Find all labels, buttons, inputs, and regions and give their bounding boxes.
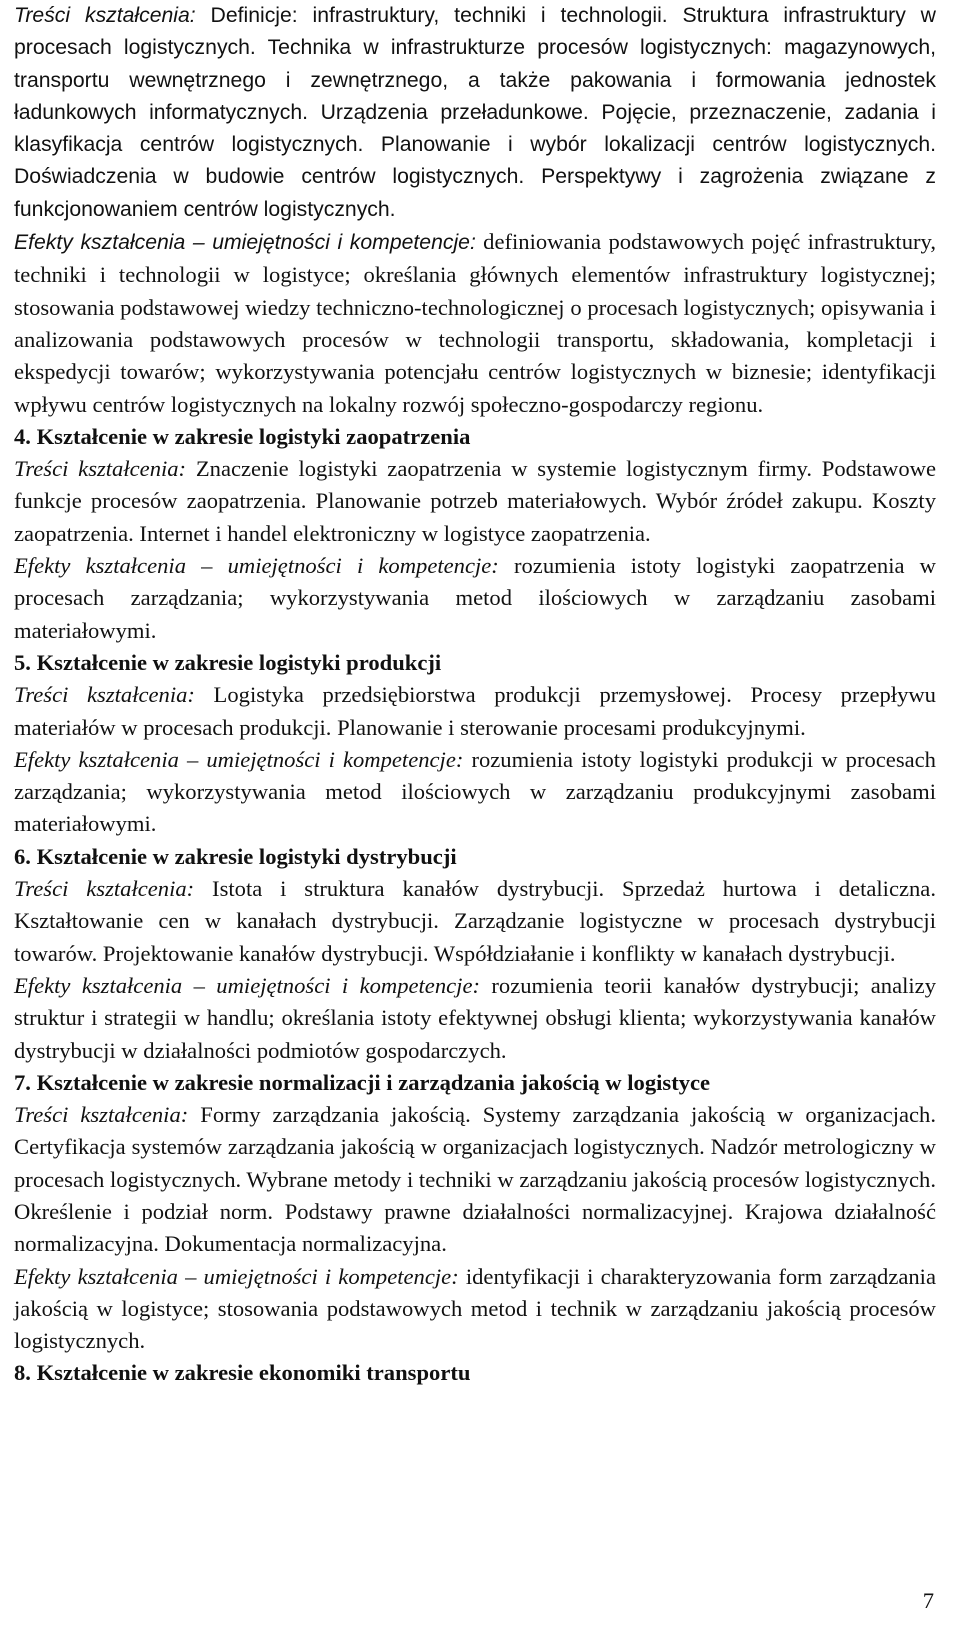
section-5-efekty-text: rozumienia istoty logistyki produkcji w procesach zarządzania; wykorzystywania metod ilościowych w zarządzaniu produkcyjnymi zasobami materiałowymi.: [14, 746, 936, 837]
efekty-label: Efekty kształcenia – umiejętności i kompetencje:: [14, 746, 464, 772]
intro-efekty-paragraph: [14, 226, 936, 421]
tresci-label: Treści kształcenia:: [14, 4, 196, 27]
document-page: [14, 0, 936, 1390]
section-4-tresci-paragraph: [14, 453, 936, 550]
efekty-label: Efekty kształcenia – umiejętności i kompetencje:: [14, 231, 476, 255]
section-7-heading: 7. Kształcenie w zakresie normalizacji i zarządzania jakością w logistyce: [14, 1069, 711, 1095]
tresci-label: Treści kształcenia:: [14, 876, 195, 902]
section-6-tresci-paragraph: [14, 873, 936, 970]
section-6-heading: 6. Kształcenie w zakresie logistyki dystrybucji: [14, 843, 457, 869]
tresci-label: Treści kształcenia:: [14, 1102, 189, 1128]
intro-tresci-text: Definicje: infrastruktury, techniki i technologii. Struktura infrastruktury w procesach logistycznych. Technika w infrastrukturze procesów logistycznych: magazynowych, transportu wewnętrznego i zewnętrznego, a także pakowania i formowania jednostek ładunkowych informatycznych. Urządzenia przeładunkowe. Pojęcie, przeznaczenie, zadania i klasyfikacja centrów logistycznych. Planowanie i wybór lokalizacji centrów logistycznych. Doświadczenia w budowie centrów logistycznych. Perspektywy i zagrożenia związane z funkcjonowaniem centrów logistycznych.: [14, 4, 936, 221]
efekty-label: Efekty kształcenia – umiejętności i kompetencje:: [14, 553, 499, 579]
section-4-efekty-text: rozumienia istoty logistyki zaopatrzenia w procesach zarządzania; wykorzystywania metod ilościowych w zarządzaniu zasobami materiałowymi.: [14, 553, 936, 643]
section-7-tresci-text: Formy zarządzania jakością. Systemy zarządzania jakością w organizacjach. Certyfikacja systemów zarządzania jakością w organizacjach logistycznych. Nadzór metrologiczny w procesach logistycznych. Wybrane metody i techniki w zarządzaniu jakością procesów logistycznych. Określenie i podział norm. Podstawy prawne działalności normalizacyjnej. Krajowa działalność normalizacyjna. Dokumentacja normalizacyjna.: [14, 1102, 937, 1257]
section-7-efekty-text: identyfikacji i charakteryzowania form zarządzania jakością w logistyce; stosowania podstawowych metod i technik w zarządzaniu jakością procesów logistycznych.: [14, 1263, 936, 1354]
section-6-tresci-text: Istota i struktura kanałów dystrybucji. Sprzedaż hurtowa i detaliczna. Kształtowanie cen w kanałach dystrybucji. Zarządzanie logistyczne w procesach dystrybucji towarów. Projektowanie kanałów dystrybucji. Współdziałanie i konflikty w kanałach dystrybucji.: [14, 876, 936, 966]
tresci-label: Treści kształcenia:: [14, 682, 195, 708]
section-4-heading: 4. Kształcenie w zakresie logistyki zaopatrzenia: [14, 423, 471, 449]
section-7-efekty-paragraph: [14, 1261, 936, 1358]
section-5-tresci-text: Logistyka przedsiębiorstwa produkcji przemysłowej. Procesy przepływu materiałów w procesach produkcji. Planowanie i sterowanie procesami produkcyjnymi.: [14, 682, 936, 740]
intro-efekty-text: definiowania podstawowych pojęć infrastruktury, techniki i technologii w logistyce; określania głównych elementów infrastruktury logistycznej; stosowania podstawowej wiedzy techniczno-technologicznej o procesach logistycznych; opisywania i analizowania podstawowych procesów w technologii transportu, składowania, kompletacji i ekspedycji towarów; wykorzystywania potencjału centrów logistycznych w biznesie; identyfikacji wpływu centrów logistycznych na lokalny rozwój społeczno-gospodarczy regionu.: [14, 229, 936, 417]
section-8-heading: 8. Kształcenie w zakresie ekonomiki transportu: [14, 1360, 471, 1386]
section-7-tresci-paragraph: [14, 1099, 936, 1260]
section-6-efekty-text: rozumienia teorii kanałów dystrybucji; analizy struktur i strategii w handlu; określania istoty efektywnej obsługi klienta; wykorzystywania kanałów dystrybucji w działalności podmiotów gospodarczych.: [14, 972, 936, 1063]
section-6-efekty-paragraph: [14, 970, 936, 1067]
section-4-efekty-paragraph: [14, 550, 936, 647]
efekty-label: Efekty kształcenia – umiejętności i kompetencje:: [14, 1263, 459, 1289]
intro-tresci-paragraph: [14, 0, 936, 226]
tresci-label: Treści kształcenia:: [14, 456, 187, 482]
efekty-label: Efekty kształcenia – umiejętności i kompetencje:: [14, 972, 480, 998]
section-4-tresci-text: Znaczenie logistyki zaopatrzenia w systemie logistycznym firmy. Podstawowe funkcje procesów zaopatrzenia. Planowanie potrzeb materiałowych. Wybór źródeł zakupu. Koszty zaopatrzenia. Internet i handel elektroniczny w logistyce zaopatrzenia.: [14, 456, 936, 546]
section-5-tresci-paragraph: [14, 679, 936, 744]
page-number: 7: [922, 1588, 934, 1613]
section-5-efekty-paragraph: [14, 744, 936, 841]
section-5-heading: 5. Kształcenie w zakresie logistyki produkcji: [14, 649, 442, 675]
